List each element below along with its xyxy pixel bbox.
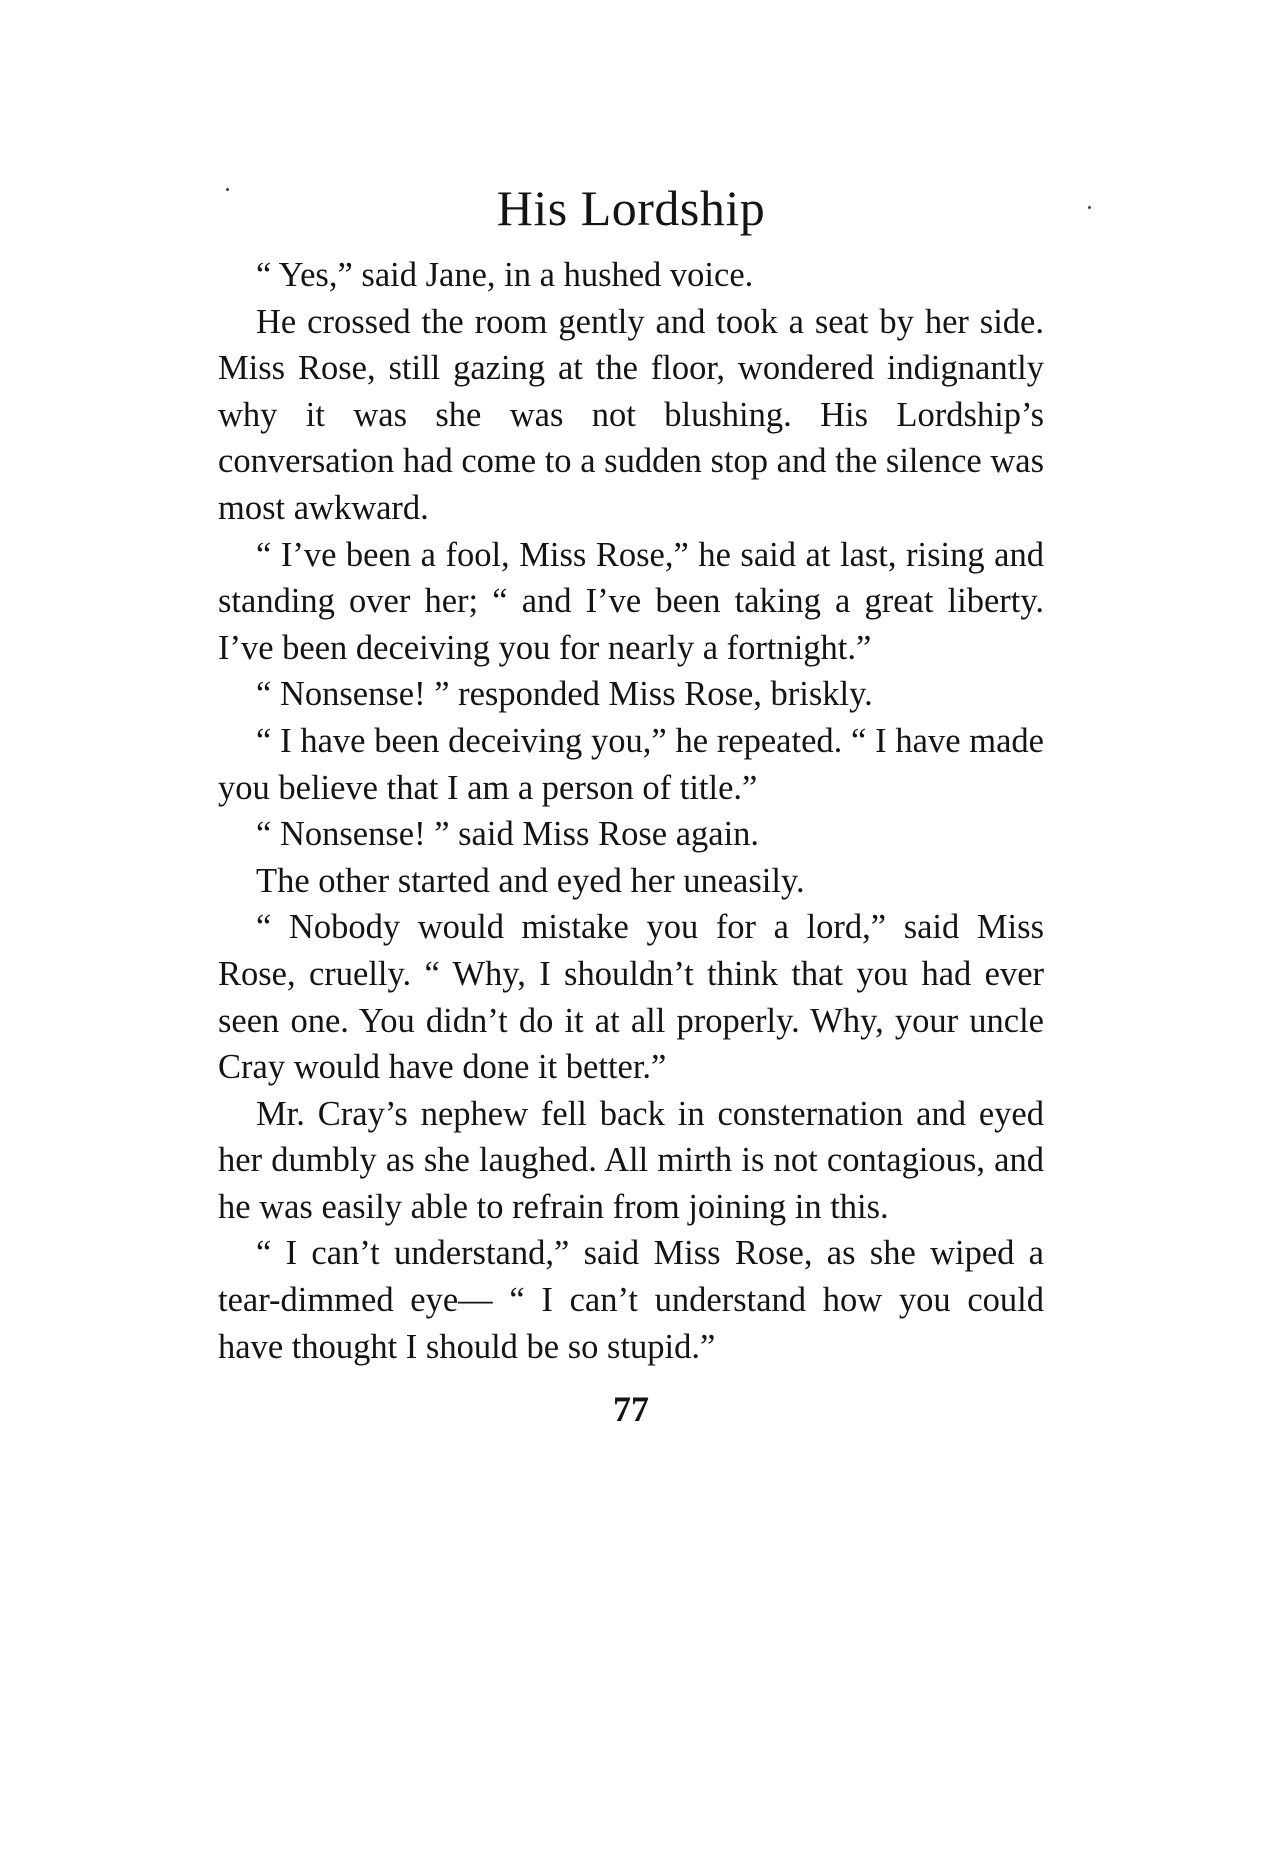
running-title: His Lordship [496,180,766,236]
paragraph: “ Nonsense! ” said Miss Rose again. [256,815,760,854]
paragraph: “ I’ve been a fool, Miss Rose,” he said at last, rising and standing over her; “ and I’ve been taking a great liberty. I’ve been deceiving you for nearly a fortnight.” [218,535,1044,667]
paragraph: Mr. Cray’s nephew fell back in consternation and eyed her dumbly as she laughed. All mirth is not contagious, and he was easily able to refrain from joining in this. [218,1094,1044,1226]
paragraph: “ Nonsense! ” responded Miss Rose, briskly. [256,675,873,714]
paragraph: He crossed the room gently and took a seat by her side. Miss Rose, still gazing at the floor, wondered indignantly why it was she was not blushing. His Lordship’s conversation had come to a sudden stop and the silence was most awkward. [218,302,1044,527]
print-speck [1088,206,1091,209]
body-text [218,252,1044,1370]
book-page [218,176,1044,1432]
paragraph: “ Nobody would mistake you for a lord,” said Miss Rose, cruelly. “ Why, I shouldn’t think that you had ever seen one. You didn’t do it at all properly. Why, your uncle Cray would have done it better.” [218,908,1044,1087]
paragraph: “ Yes,” said Jane, in a hushed voice. [256,256,754,294]
paragraph: “ I can’t understand,” said Miss Rose, as she wiped a tear-dimmed eye— “ I can’t understand how you could have thought I should be so stupid.” [218,1234,1044,1366]
page-number: 77 [613,1389,649,1430]
paragraph: The other started and eyed her uneasily. [256,861,805,900]
paragraph: “ I have been deceiving you,” he repeated. “ I have made you believe that I am a person of title.” [218,721,1044,807]
